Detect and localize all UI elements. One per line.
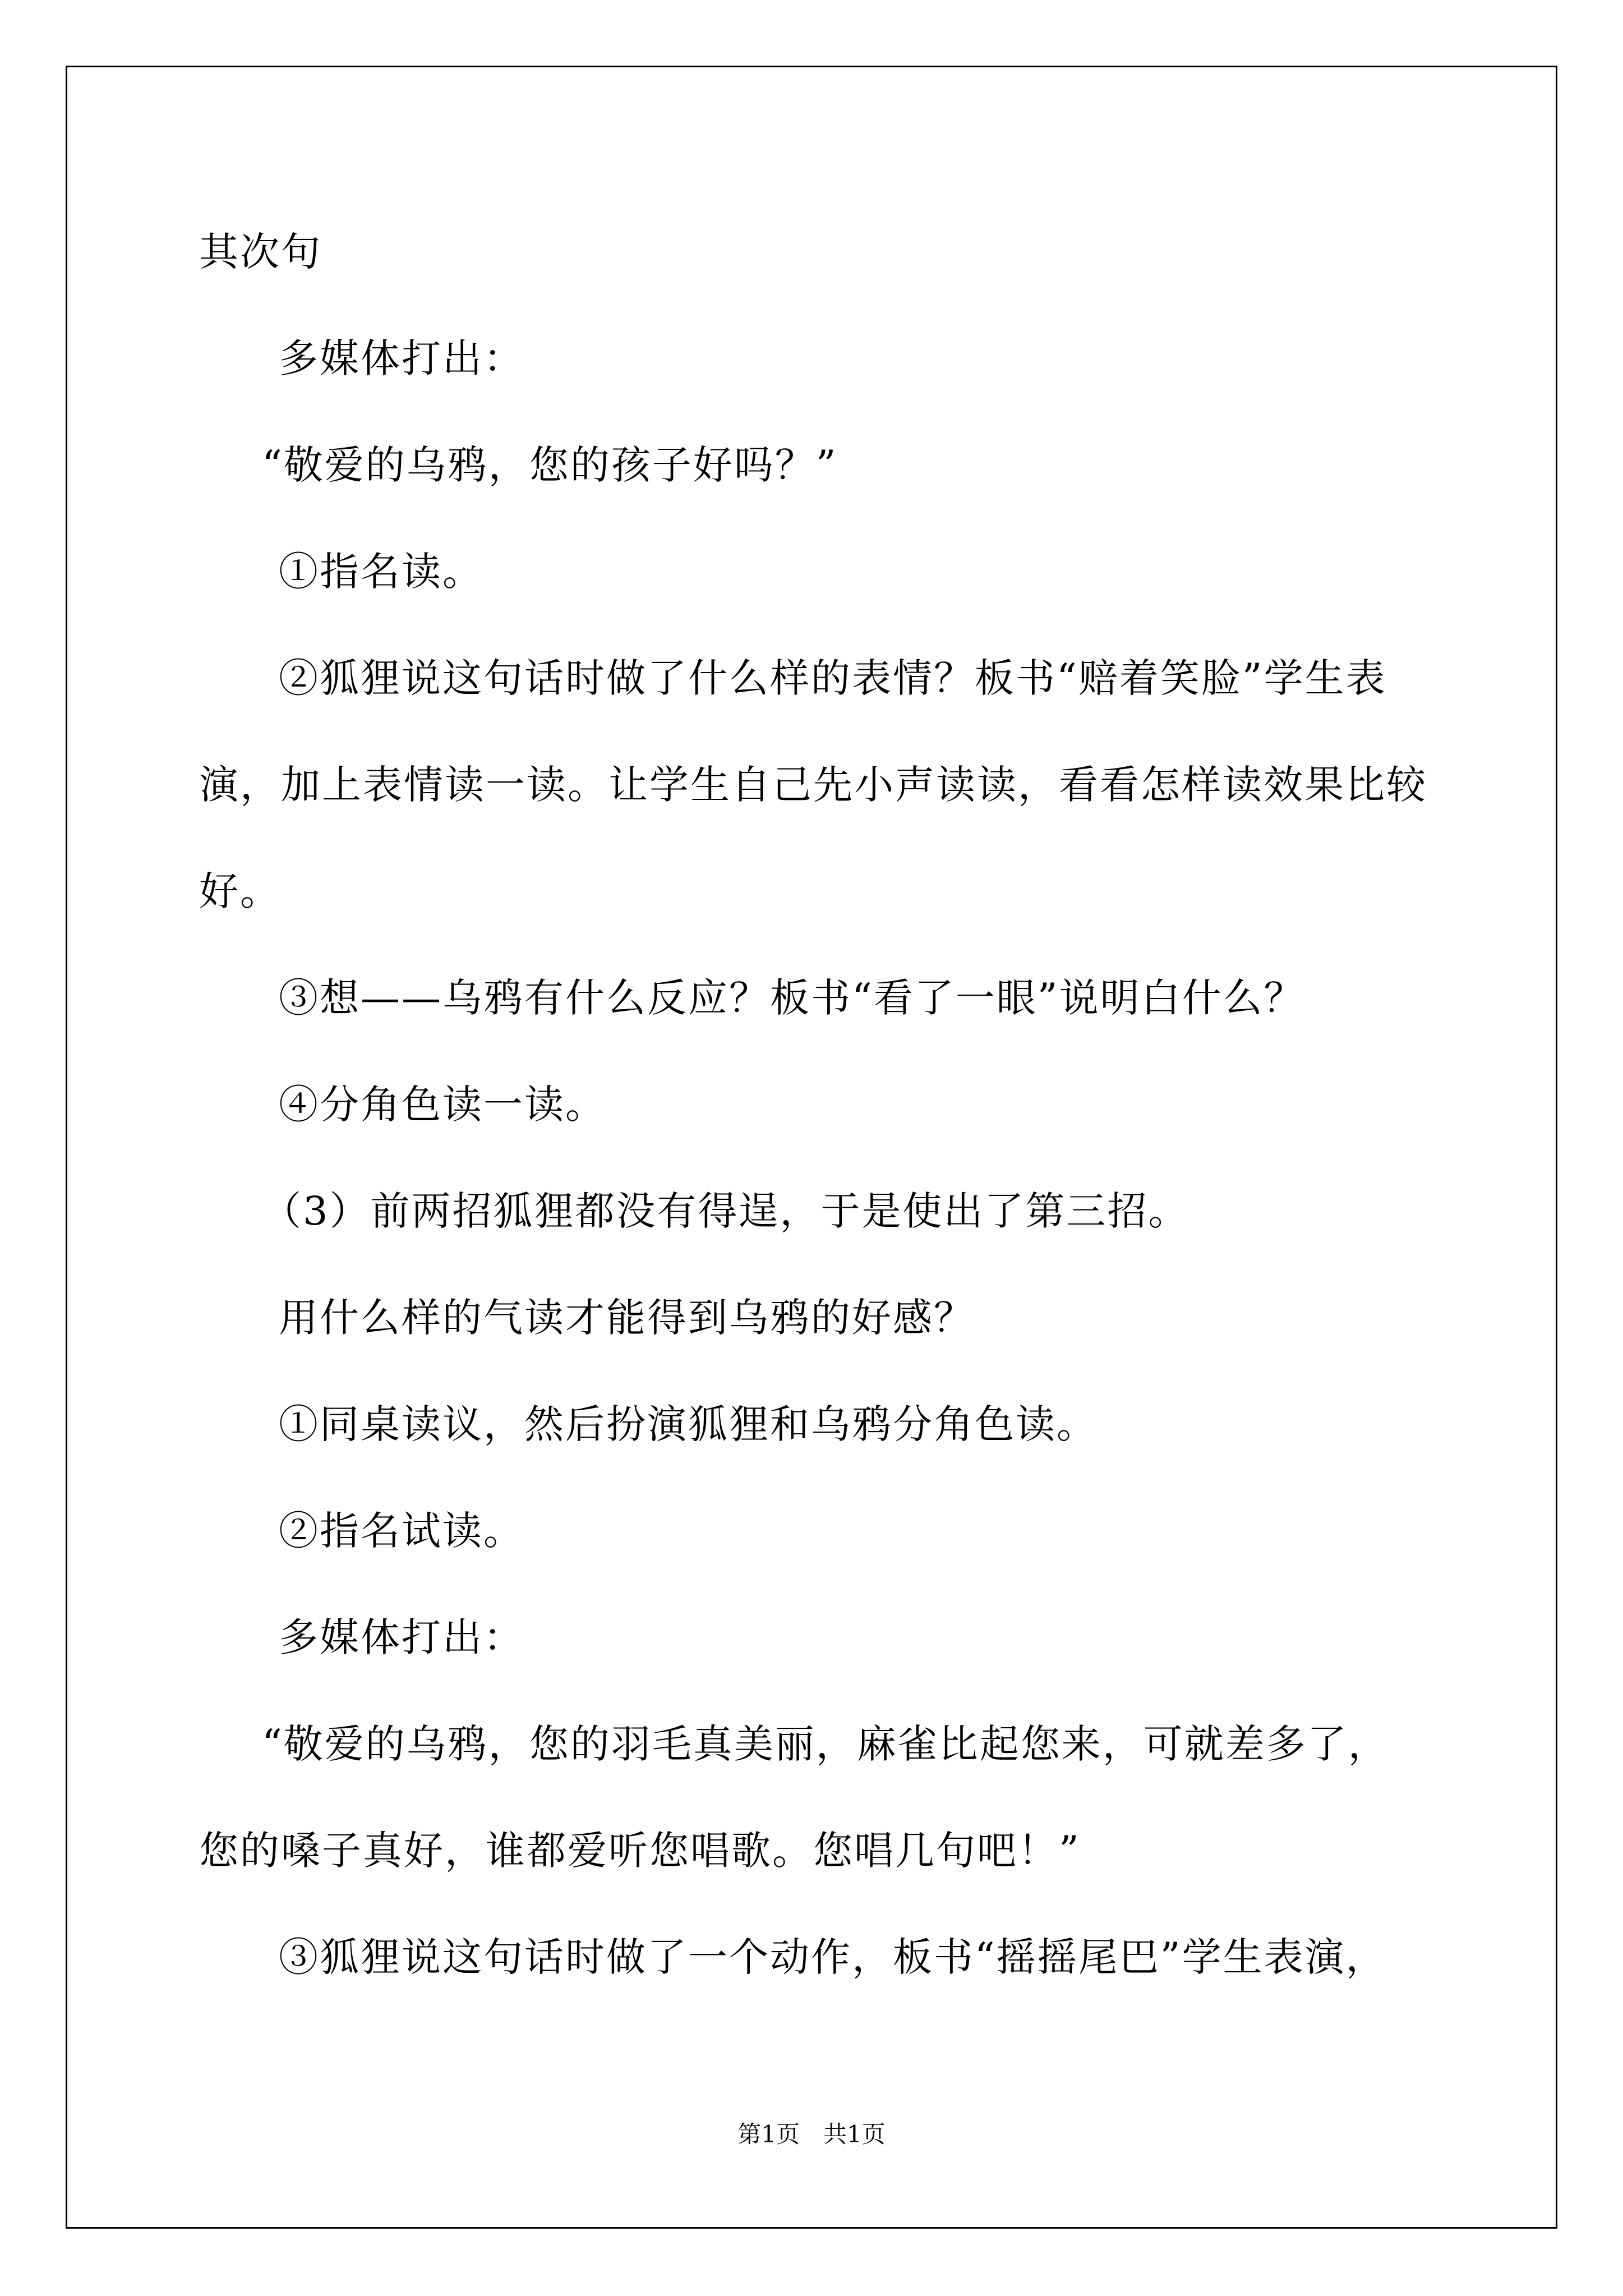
- text-line: 好。: [199, 868, 281, 914]
- page-number: 第1页 共1页: [737, 2120, 886, 2148]
- text-line: ②指名试读。: [279, 1508, 524, 1554]
- text-line: ②狐狸说这句话时做了什么样的表情？板书“赔着笑脸”学生表: [279, 655, 1387, 701]
- text-line: ①同桌读议，然后扮演狐狸和乌鸦分角色读。: [279, 1401, 1098, 1447]
- text-line: “敬爱的乌鸦，您的孩子好吗？”: [262, 442, 838, 488]
- text-line: 演，加上表情读一读。让学生自己先小声读读，看看怎样读效果比较: [199, 762, 1427, 808]
- text-line: “敬爱的乌鸦，您的羽毛真美丽，麻雀比起您来，可就差多了，: [262, 1721, 1389, 1767]
- text-line: 用什么样的气读才能得到乌鸦的好感？: [279, 1295, 975, 1341]
- text-line: ④分角色读一读。: [279, 1082, 606, 1128]
- text-line: 您的嗓子真好，谁都爱听您唱歌。您唱几句吧！”: [199, 1828, 1081, 1874]
- page-border: [66, 66, 1557, 2229]
- text-line: 其次句: [199, 229, 322, 275]
- text-line: （3）前两招狐狸都没有得逞，于是使出了第三招。: [262, 1188, 1189, 1234]
- text-line: ③想——乌鸦有什么反应？板书“看了一眼”说明白什么？: [279, 975, 1305, 1021]
- text-line: ①指名读。: [279, 549, 483, 595]
- text-line: 多媒体打出：: [279, 335, 524, 381]
- text-line: 多媒体打出：: [279, 1614, 524, 1660]
- text-line: ③狐狸说这句话时做了一个动作，板书“摇摇尾巴”学生表演，: [279, 1934, 1387, 1980]
